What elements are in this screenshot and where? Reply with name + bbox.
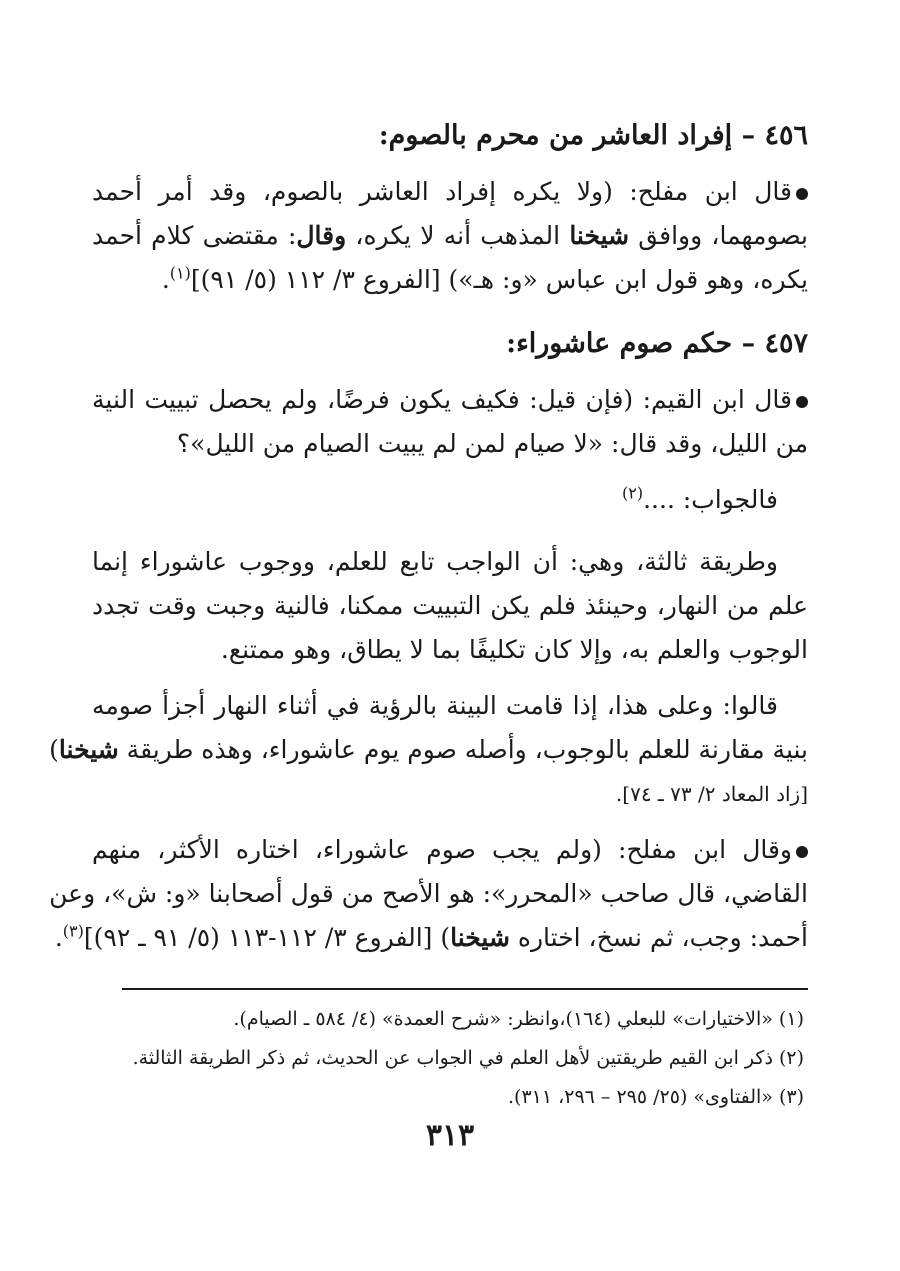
text-span: قال ابن القيم: (فإن قيل: فكيف يكون فرضًا، ولم يحصل تبييت النية <box>92 385 792 414</box>
text-line <box>92 628 808 672</box>
footnote-ref: (١) <box>169 263 191 283</box>
bullet-icon <box>796 396 808 408</box>
paragraph-457-5 <box>49 828 808 960</box>
bullet-icon <box>796 846 808 858</box>
footnote-ref: (٢) <box>622 483 644 503</box>
text-line: يكره، وهو قول ابن عباس «و: هـ») [الفروع ٣/ ١١٢ (٥/ ٩١)]$^{(١)}$. <box>161 263 808 294</box>
text-line <box>92 170 808 214</box>
text-line <box>92 478 778 522</box>
text-span: الوجوب والعلم به، وإلا كان تكليفًا بما لا يطاق، وهو ممتنع. <box>220 635 808 664</box>
text-line <box>92 684 808 728</box>
bullet-icon <box>796 188 808 200</box>
text-span: بنية مقارنة للعلم بالوجوب، وأصله صوم يوم عاشوراء، وهذه طريقة <box>118 735 808 764</box>
text-span: أحمد: وجب، ثم نسخ، اختاره <box>509 923 808 952</box>
text-line <box>92 422 808 466</box>
paragraph-457-3 <box>92 540 808 672</box>
footnote-3: (٣) «الفتاوى» (٢٥/ ٢٩٥ – ٢٩٦، ٣١١). <box>507 1086 804 1108</box>
text-line: أحمد: وجب، ثم نسخ، اختاره شيخنا) [الفروع ٣/ ١١٢-١١٣ (٥/ ٩١ ـ ٩٢)]$^{(٣)}$. <box>54 921 808 952</box>
section-heading-456: ٤٥٦ – إفراد العاشر من محرم بالصوم: <box>378 120 808 151</box>
text-span: المذهب أنه لا يكره، <box>346 221 570 250</box>
text-line <box>92 772 808 816</box>
paragraph-457-2 <box>92 478 778 522</box>
text-line <box>92 584 808 628</box>
text-span: وقال ابن مفلح: (ولم يجب صوم عاشوراء، اختاره الأكثر، منهم <box>92 835 792 864</box>
text-span: علم من النهار، وحينئذ فلم يكن التبييت ممكنا، فالنية وجبت وقت تجدد <box>92 591 808 620</box>
section-heading-457: ٤٥٧ – حكم صوم عاشوراء: <box>506 328 808 359</box>
emphasis-shaykhuna: شيخنا <box>569 221 630 250</box>
text-span: وطريقة ثالثة، وهي: أن الواجب تابع للعلم، ووجوب عاشوراء إنما <box>92 547 778 576</box>
paragraph-457-1 <box>92 378 808 466</box>
paragraph-456 <box>92 170 808 302</box>
text-line <box>92 540 808 584</box>
source-citation: [زاد المعاد ٢/ ٧٣ ـ ٧٤]. <box>615 782 808 806</box>
footnote-ref: (٣) <box>62 921 84 941</box>
text-span: يكره، وهو قول ابن عباس «و: هـ») [الفروع ٣/ ١١٢ (٥/ ٩١)] <box>190 265 808 294</box>
text-span: من الليل، وقد قال: «لا صيام لمن لم يبيت الصيام من الليل»؟ <box>176 429 808 458</box>
text-span: ) [الفروع ٣/ ١١٢-١١٣ (٥/ ٩١ ـ ٩٢)] <box>83 923 451 952</box>
text-line <box>49 872 808 916</box>
text-line <box>92 828 808 872</box>
footnote-1: (١) «الاختيارات» للبعلي (١٦٤)،وانظر: «شرح العمدة» (٤/ ٥٨٤ ـ الصيام). <box>233 1008 804 1030</box>
text-line <box>49 728 808 772</box>
text-span: : مقتضى كلام أحمد <box>92 221 297 250</box>
footnote-2: (٢) ذكر ابن القيم طريقتين لأهل العلم في الجواب عن الحديث، ثم ذكر الطريقة الثالثة. <box>132 1047 804 1069</box>
text-span: القاضي، قال صاحب «المحرر»: هو الأصح من قول أصحابنا «و: ش»، وعن <box>49 879 808 908</box>
emphasis-shaykhuna: شيخنا <box>58 735 119 764</box>
paragraph-457-4 <box>49 684 808 816</box>
page-number: ٣١٣ <box>425 1118 475 1153</box>
text-span: بصومهما، ووافق <box>629 221 808 250</box>
footnotes <box>92 1000 804 1117</box>
text-span: فالجواب: .... <box>643 485 778 514</box>
emphasis-qala: وقال <box>296 221 347 250</box>
text-line <box>92 214 808 258</box>
text-span: ) <box>49 735 59 764</box>
text-line <box>92 378 808 422</box>
text-span: قال ابن مفلح: (ولا يكره إفراد العاشر بالصوم، وقد أمر أحمد <box>92 177 792 206</box>
text-span: قالوا: وعلى هذا، إذا قامت البينة بالرؤية في أثناء النهار أجزأ صومه <box>92 691 778 720</box>
footnote-divider <box>122 988 808 990</box>
emphasis-shaykhuna: شيخنا <box>450 923 510 952</box>
